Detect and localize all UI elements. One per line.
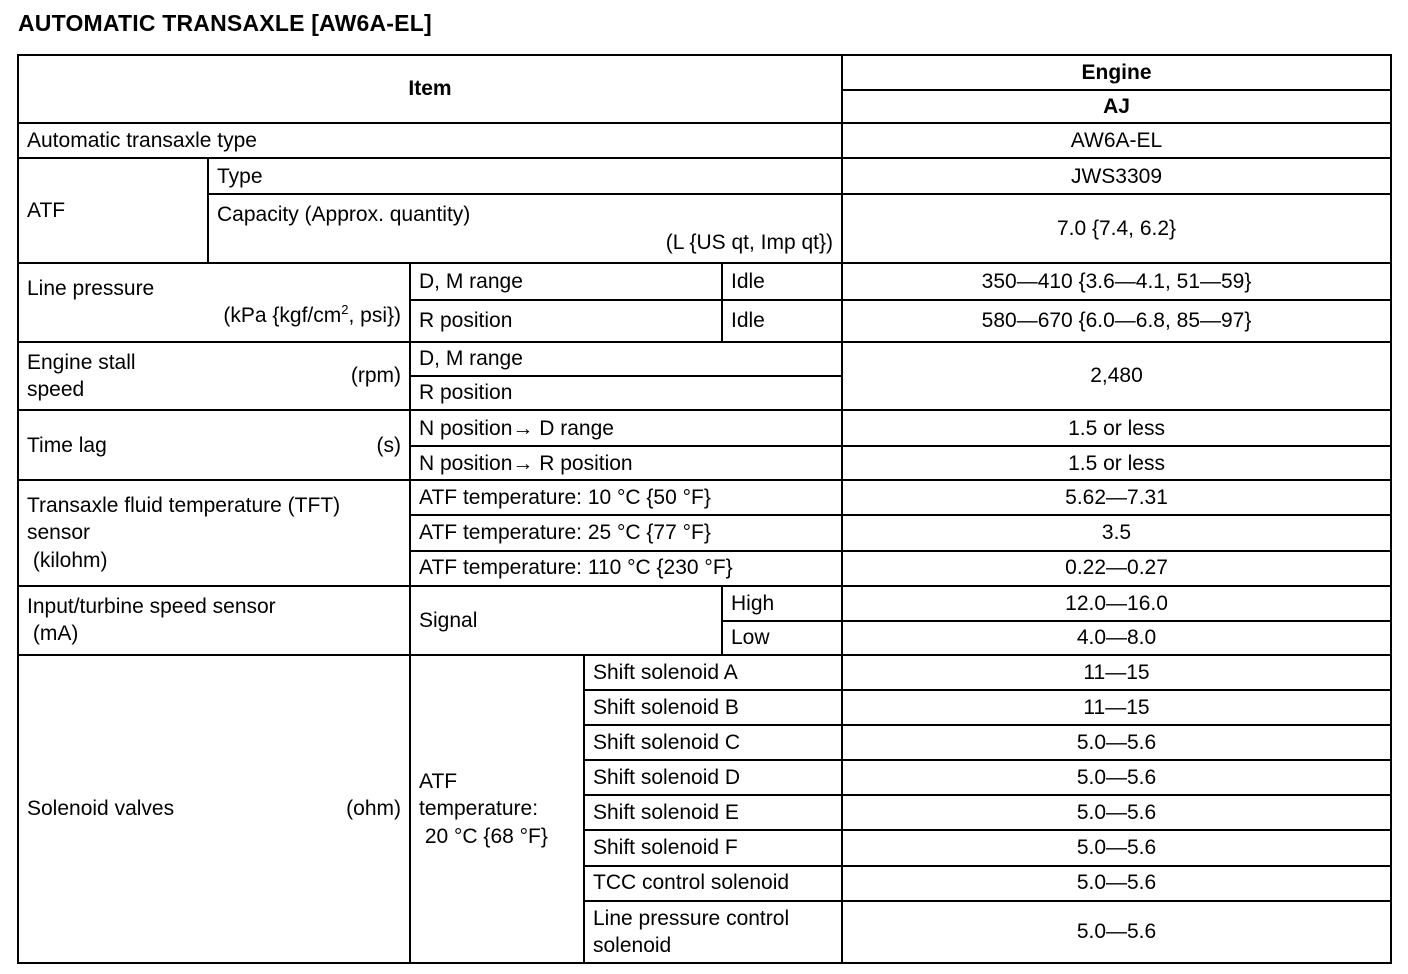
solenoid-label-cell [18, 655, 410, 963]
table-row [18, 158, 1391, 194]
stall-value: 2,480 [842, 342, 1391, 410]
trans-type-value: AW6A-EL [842, 123, 1391, 158]
spec-table [17, 54, 1392, 964]
tft-value: 5.62—7.31 [842, 480, 1391, 515]
time-lag-unit: (s) [376, 433, 401, 457]
solenoid-name: Shift solenoid B [584, 690, 842, 725]
stall-label-cell [18, 342, 410, 410]
line-pressure-value: 580—670 {6.0—6.8, 85—97} [842, 300, 1391, 342]
line-pressure-sub: Idle [722, 300, 842, 342]
header-item: Item [18, 55, 842, 123]
solenoid-value: 11—15 [842, 655, 1391, 690]
solenoid-name: Shift solenoid A [584, 655, 842, 690]
line-pressure-value: 350—410 {3.6—4.1, 51—59} [842, 263, 1391, 300]
table-row [18, 263, 1391, 300]
solenoid-name: Shift solenoid E [584, 795, 842, 830]
turbine-sub: Low [722, 621, 842, 655]
atf-capacity-value: 7.0 {7.4, 6.2} [842, 194, 1391, 262]
time-lag-label-cell [18, 410, 410, 480]
tft-value: 0.22—0.27 [842, 551, 1391, 586]
line-pressure-cond: R position [410, 300, 722, 342]
turbine-label: Input/turbine speed sensor (mA) [18, 586, 410, 655]
solenoid-value: 5.0—5.6 [842, 830, 1391, 865]
line-pressure-unit: (kPa {$kgf/cm^2$, psi}) [223, 302, 401, 328]
table-row [18, 123, 1391, 158]
trans-type-label: Automatic transaxle type [18, 123, 842, 158]
atf-capacity-text: Capacity (Approx. quantity) [217, 203, 471, 227]
atf-type-label: Type [208, 158, 842, 194]
tft-cond: ATF temperature: 10 °C {50 °F} [410, 480, 842, 515]
solenoid-value: 5.0—5.6 [842, 725, 1391, 760]
time-lag-value: 1.5 or less [842, 446, 1391, 480]
stall-unit: (rpm) [350, 364, 401, 388]
tft-cond: ATF temperature: 110 °C {230 °F} [410, 551, 842, 586]
header-row [18, 55, 1391, 90]
turbine-value: 4.0—8.0 [842, 621, 1391, 655]
solenoid-value: 5.0—5.6 [842, 760, 1391, 795]
solenoid-value: 5.0—5.6 [842, 795, 1391, 830]
solenoid-name: Line pressure control solenoid [584, 901, 842, 963]
turbine-value: 12.0—16.0 [842, 586, 1391, 621]
solenoid-value: 5.0—5.6 [842, 866, 1391, 901]
solenoid-name: Shift solenoid F [584, 830, 842, 865]
turbine-signal: Signal [410, 586, 722, 655]
atf-capacity-label [208, 194, 842, 262]
table-row [18, 410, 1391, 446]
table-row [18, 480, 1391, 515]
tft-cond: ATF temperature: 25 °C {77 °F} [410, 515, 842, 550]
solenoid-name: Shift solenoid C [584, 725, 842, 760]
header-engine: Engine [842, 55, 1391, 90]
time-lag-cond: N position→ D range [410, 410, 842, 446]
solenoid-name: Shift solenoid D [584, 760, 842, 795]
solenoid-cond: ATF temperature: 20 °C {68 °F} [410, 655, 584, 963]
tft-label: Transaxle fluid temperature (TFT) sensor (kilohm) [18, 480, 410, 585]
table-row [18, 586, 1391, 621]
atf-type-value: JWS3309 [842, 158, 1391, 194]
tft-value: 3.5 [842, 515, 1391, 550]
line-pressure-label-cell [18, 263, 410, 342]
table-row [18, 342, 1391, 376]
time-lag-label: Time lag [27, 433, 107, 457]
solenoid-value: 5.0—5.6 [842, 901, 1391, 963]
header-engine-model: AJ [842, 90, 1391, 123]
atf-label: ATF [18, 158, 208, 262]
solenoid-unit: (ohm) [346, 797, 401, 821]
solenoid-value: 11—15 [842, 690, 1391, 725]
time-lag-cond: N position→ R position [410, 446, 842, 480]
turbine-sub: High [722, 586, 842, 621]
stall-cond: D, M range [410, 342, 842, 376]
solenoid-name: TCC control solenoid [584, 866, 842, 901]
line-pressure-sub: Idle [722, 263, 842, 300]
time-lag-value: 1.5 or less [842, 410, 1391, 446]
line-pressure-cond: D, M range [410, 263, 722, 300]
table-row [18, 655, 1391, 690]
solenoid-label: Solenoid valves [27, 797, 175, 821]
table-row [18, 194, 1391, 262]
stall-cond: R position [410, 376, 842, 410]
atf-capacity-unit: (L {US qt, Imp qt}) [665, 230, 834, 254]
page-title: AUTOMATIC TRANSAXLE [AW6A-EL] [18, 10, 432, 36]
stall-label: Engine stall speed [27, 350, 136, 401]
line-pressure-label: Line pressure [27, 276, 155, 300]
